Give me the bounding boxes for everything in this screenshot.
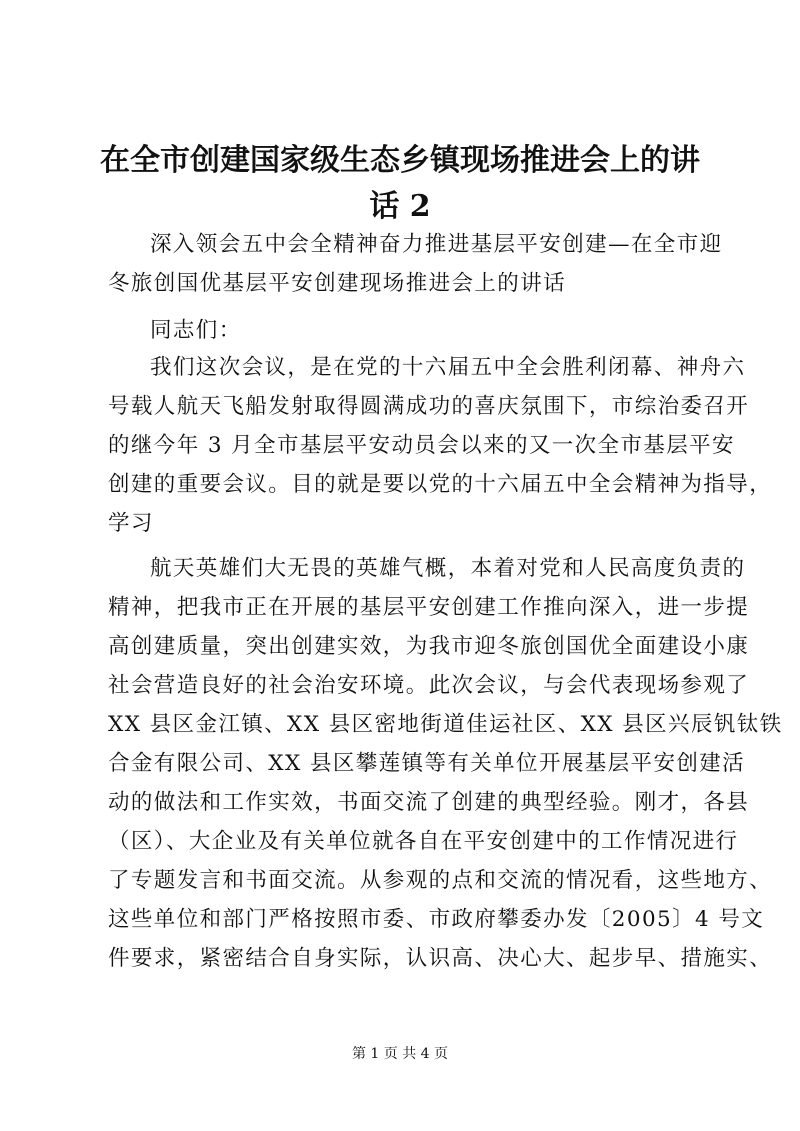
document-title (100, 138, 700, 230)
paragraph-line: 合金有限公司、XX 县区攀莲镇等有关单位开展基层平安创建活 (108, 751, 746, 776)
paragraph-line: 这些单位和部门严格按照市委、市政府攀委办发〔2005〕4 号文 (108, 907, 765, 932)
page-number-footer: 第 1 页 共 4 页 (351, 1046, 449, 1062)
paragraph-line: 航天英雄们大无畏的英雄气概，本着对党和人民高度负责的 (150, 556, 746, 581)
title-line-2: 话 2 (369, 189, 431, 224)
paragraph-line: （区）、大企业及有关单位就各自在平安创建中的工作情况进行 (108, 829, 739, 854)
title-line-1: 在全市创建国家级生态乡镇现场推进会上的讲 (100, 143, 700, 178)
paragraph-line: 了专题发言和书面交流。从参观的点和交流的情况看，这些地方、 (108, 868, 773, 893)
salutation: 同志们： (150, 318, 242, 343)
paragraph-line: XX 县区金江镇、XX 县区密地街道佳运社区、XX 县区兴辰钒钛铁 (108, 712, 783, 737)
paragraph-line: 社会营造良好的社会治安环境。此次会议，与会代表现场参观了 (108, 673, 750, 698)
paragraph-line: 件要求，紧密结合自身实际，认识高、决心大、起步早、措施实、 (108, 946, 773, 971)
paragraph-line: 精神，把我市正在开展的基层平安创建工作推向深入，进一步提 (108, 595, 750, 620)
paragraph-line: 高创建质量，突出创建实效，为我市迎冬旅创国优全面建设小康 (108, 634, 750, 659)
paragraph-line: 的继今年 3 月全市基层平安动员会以来的又一次全市基层平安 (108, 433, 735, 458)
paragraph-line: 学习 (108, 511, 154, 536)
paragraph-line: 动的做法和工作实效，书面交流了创建的典型经验。刚才，各县 (108, 790, 750, 815)
paragraph-line: 号载人航天飞船发射取得圆满成功的喜庆氛围下，市综治委召开 (108, 394, 750, 419)
subtitle-line: 深入领会五中会全精神奋力推进基层平安创建—在全市迎 (150, 232, 723, 257)
subtitle-line: 冬旅创国优基层平安创建现场推进会上的讲话 (108, 271, 567, 296)
paragraph-line: 创建的重要会议。目的就是要以党的十六届五中全会精神为指导， (108, 472, 773, 497)
paragraph-line: 我们这次会议，是在党的十六届五中全会胜利闭幕、神舟六 (150, 355, 746, 380)
